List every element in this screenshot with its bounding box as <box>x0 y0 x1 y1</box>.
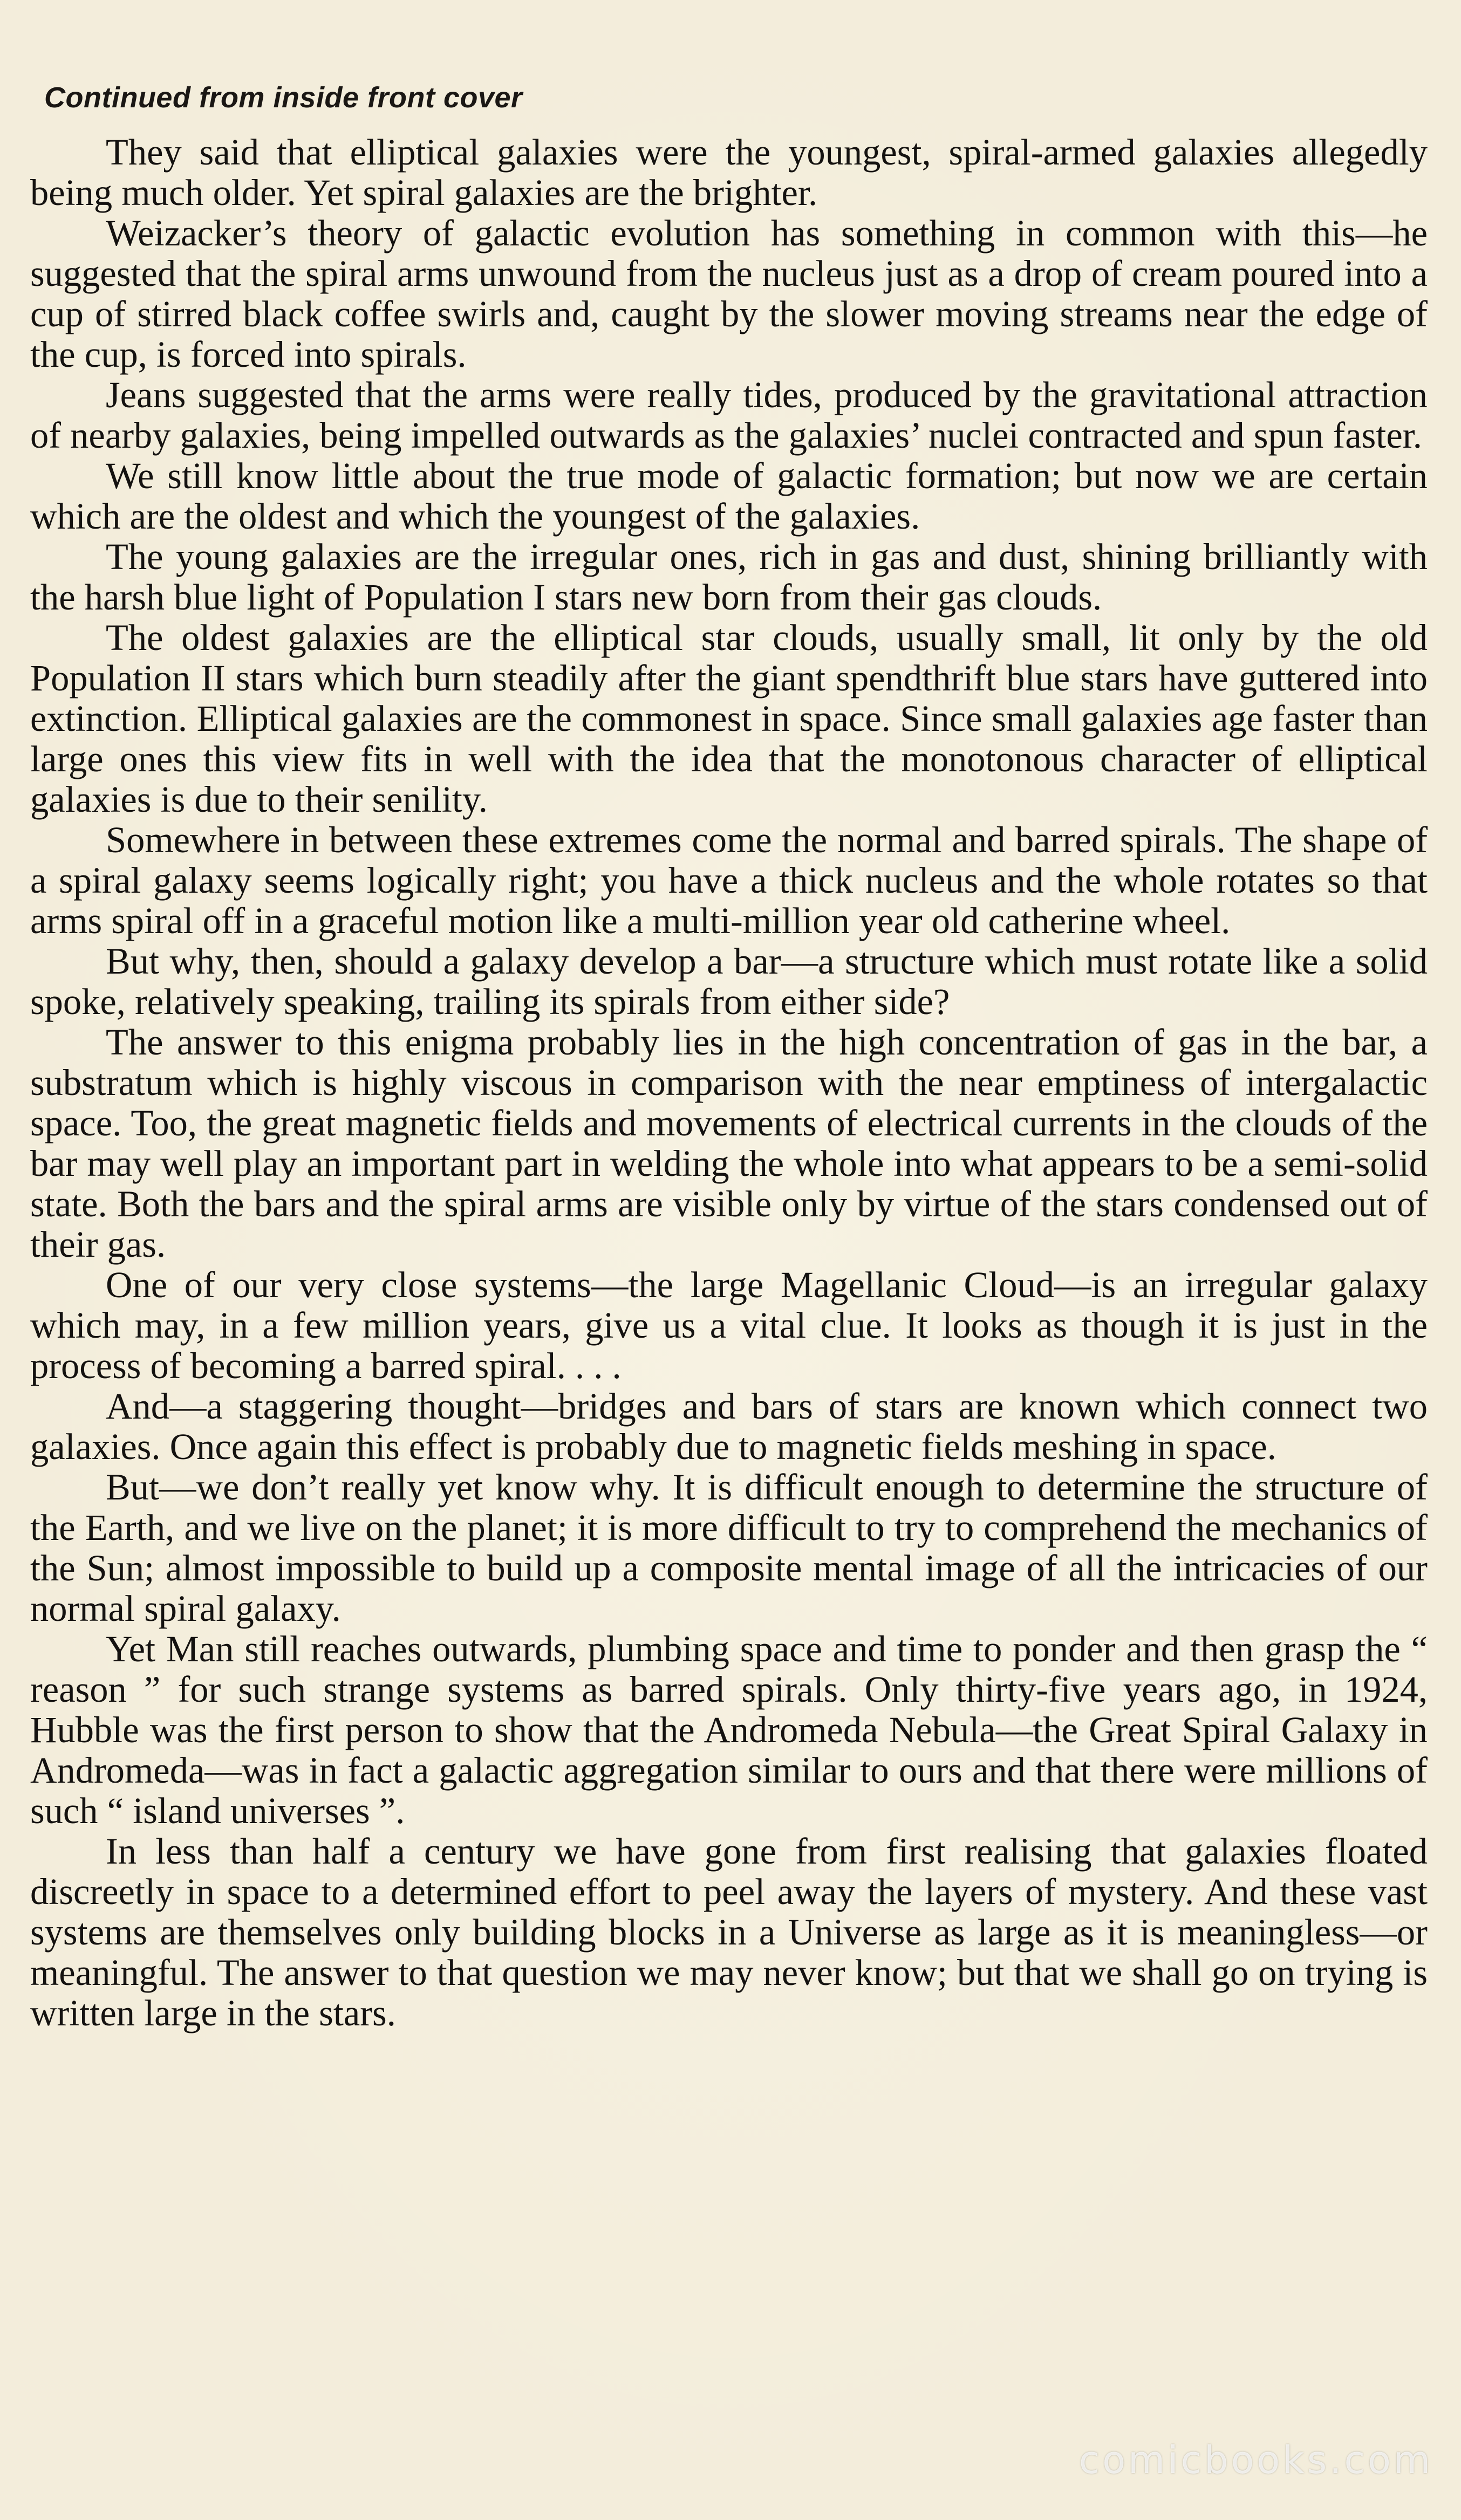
paragraph-14: In less than half a century we have gone from first realising that galaxies floated discreetly in space to a determined effort to peel away the layers of mystery. And these vast systems are themselves only building blocks in a Universe as large as it is meaningless—or meaningful. The answer to that question we may never know; but that we shall go on trying is written large in the stars. <box>30 1831 1428 2033</box>
paragraph-8: But why, then, should a galaxy develop a bar—a structure which must rotate like a solid spoke, relatively speaking, trailing its spirals from either side? <box>30 941 1428 1022</box>
site-watermark: comicbooks.com <box>1078 2438 1433 2482</box>
continued-note: Continued from inside front cover <box>44 81 523 114</box>
paragraph-11: And—a staggering thought—bridges and bars of stars are known which connect two galaxies. Once again this effect is probably due to magnetic fields meshing in space. <box>30 1386 1428 1467</box>
paragraph-2: Weizacker’s theory of galactic evolution has something in common with this—he suggested that the spiral arms unwound from the nucleus just as a drop of cream poured into a cup of stirred black coffee swirls and, caught by the slower moving streams near the edge of the cup, is forced into spirals. <box>30 213 1428 375</box>
paragraph-3: Jeans suggested that the arms were really tides, produced by the gravitational attraction of nearby galaxies, being impelled outwards as the galaxies’ nuclei contracted and spun faster. <box>30 374 1428 456</box>
paragraph-9: The answer to this enigma probably lies in the high concentration of gas in the bar, a substratum which is highly viscous in comparison with the near emptiness of intergalactic space. Too, the great magnetic fields and movements of electrical currents in the clouds of the bar may well play an important part in welding the whole into what appears to be a semi-solid state. Both the bars and the spiral arms are visible only by virtue of the stars condensed out of their gas. <box>30 1022 1428 1265</box>
paragraph-4: We still know little about the true mode of galactic formation; but now we are certain which are the oldest and which the youngest of the galaxies. <box>30 455 1428 537</box>
paragraph-6: The oldest galaxies are the elliptical star clouds, usually small, lit only by the old Population II stars which burn steadily after the giant spendthrift blue stars have guttered into extinction. Elliptical galaxies are the commonest in space. Since small galaxies age faster than large ones this view fits in well with the idea that the monotonous character of elliptical galaxies is due to their senility. <box>30 617 1428 820</box>
paragraph-7: Somewhere in between these extremes come the normal and barred spirals. The shape of a spiral galaxy seems logically right; you have a thick nucleus and the whole rotates so that arms spiral off in a graceful motion like a multi-million year old catherine wheel. <box>30 819 1428 941</box>
paragraph-10: One of our very close systems—the large Magellanic Cloud—is an irregular galaxy which may, in a few million years, give us a vital clue. It looks as though it is just in the process of becoming a barred spiral. . . . <box>30 1264 1428 1386</box>
paragraph-13: Yet Man still reaches outwards, plumbing space and time to ponder and then grasp the “ reason ” for such strange systems as barred spirals. Only thirty-five years ago, in 1924, Hubble was the first person to show that the Andromeda Nebula—the Great Spiral Galaxy in Andromeda—was in fact a galactic aggregation similar to ours and that there were millions of such “ island universes ”. <box>30 1628 1428 1831</box>
paragraph-1: They said that elliptical galaxies were the youngest, spiral-armed galaxies allegedly being much older. Yet spiral galaxies are the brighter. <box>30 132 1428 213</box>
paragraph-5: The young galaxies are the irregular ones, rich in gas and dust, shining brilliantly with the harsh blue light of Population I stars new born from their gas clouds. <box>30 536 1428 618</box>
article-body <box>30 132 1428 2033</box>
paragraph-12: But—we don’t really yet know why. It is difficult enough to determine the structure of the Earth, and we live on the planet; it is more difficult to try to comprehend the mechanics of the Sun; almost impossible to build up a composite mental image of all the intricacies of our normal spiral galaxy. <box>30 1467 1428 1629</box>
